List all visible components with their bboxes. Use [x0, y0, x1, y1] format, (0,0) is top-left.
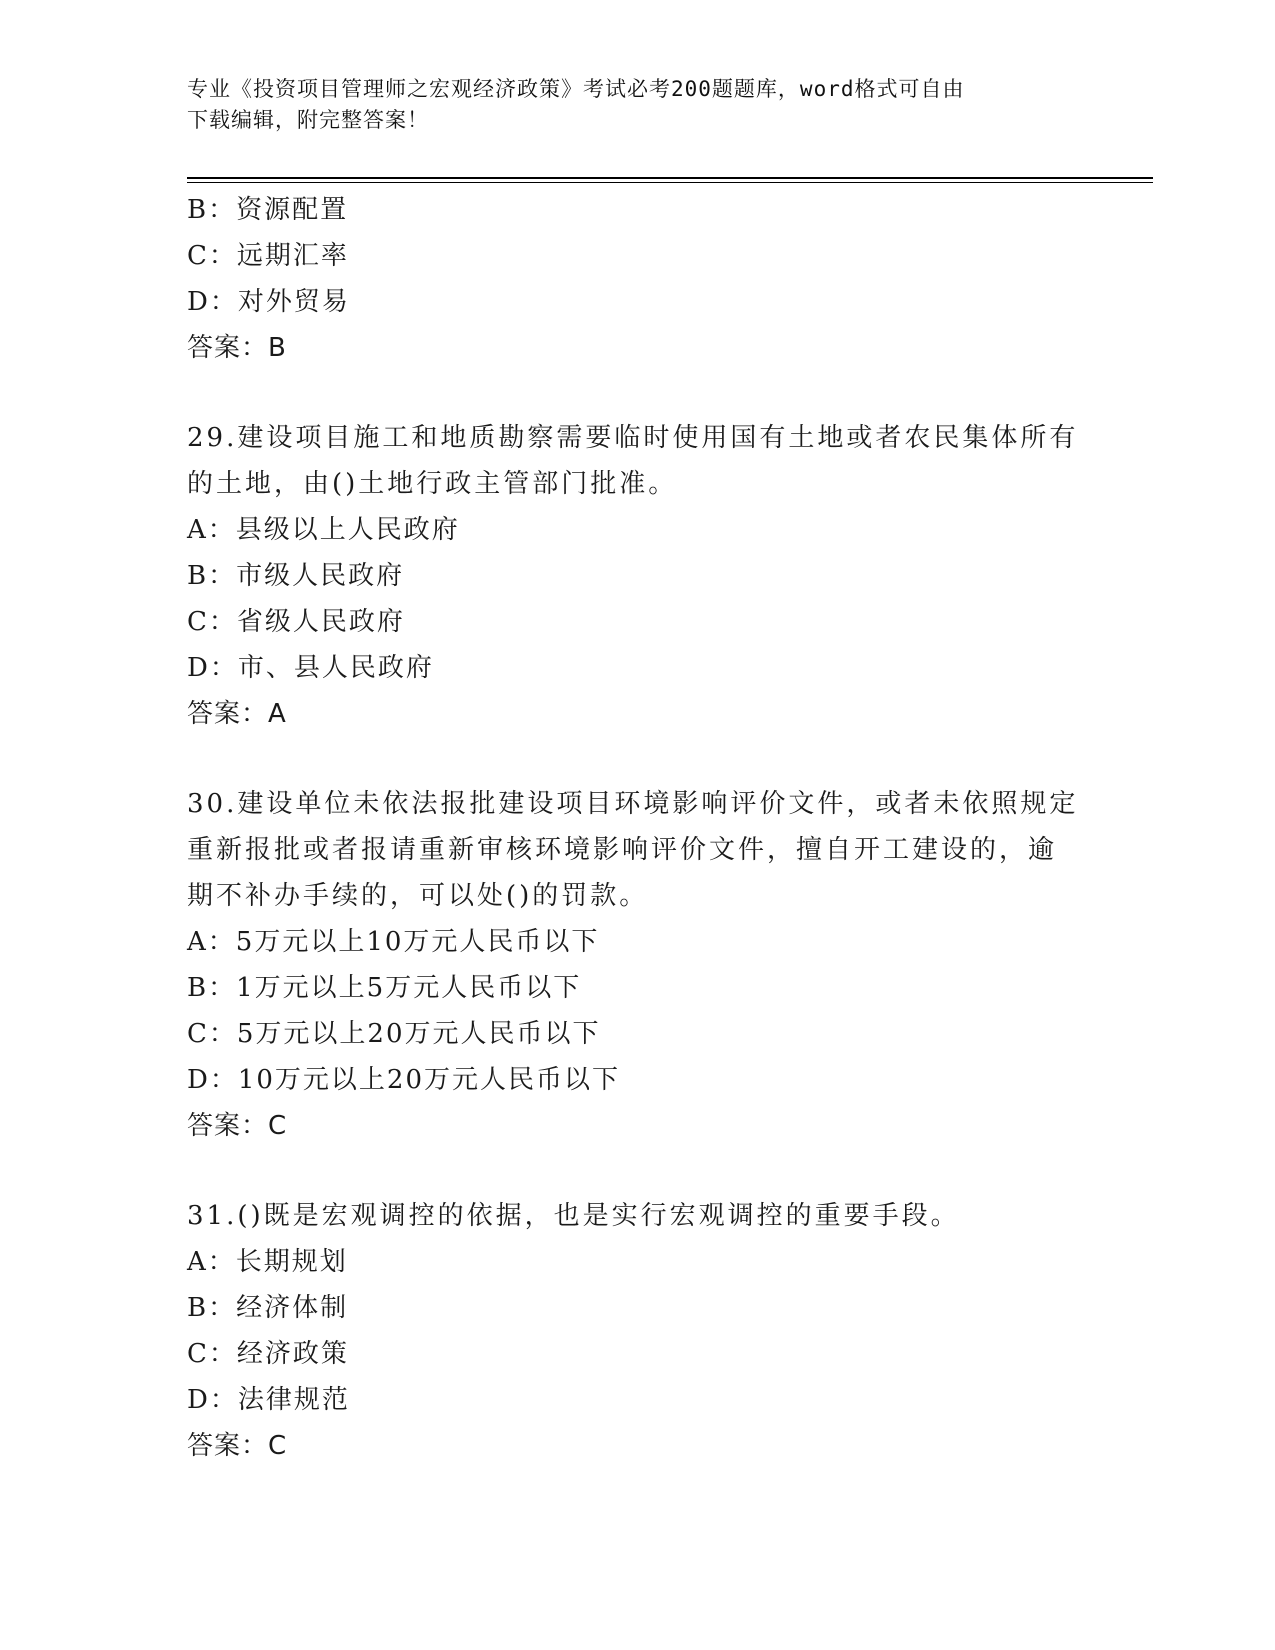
option-b: B：经济体制: [187, 1293, 349, 1323]
option-a: A：长期规划: [187, 1247, 348, 1277]
option-d: D：市、县人民政府: [187, 653, 434, 683]
question-29: [187, 415, 1087, 737]
question-block-partial: [187, 187, 1087, 371]
answer-line: 答案：A: [187, 699, 287, 729]
question-stem: 期不补办手续的，可以处()的罚款。: [187, 881, 649, 911]
option-a: A：5万元以上10万元人民币以下: [187, 927, 600, 957]
option-b: B：市级人民政府: [187, 561, 405, 591]
answer-line: 答案：C: [187, 1431, 288, 1461]
question-list: [187, 187, 1087, 1469]
option-d: D：对外贸易: [187, 287, 350, 317]
option-c: C：经济政策: [187, 1339, 349, 1369]
question-stem: 29.建设项目施工和地质勘察需要临时使用国有土地或者农民集体所有: [187, 423, 1079, 453]
option-c: C：远期汇率: [187, 241, 349, 271]
option-d: D：10万元以上20万元人民币以下: [187, 1065, 621, 1095]
header-divider-thin: [187, 182, 1153, 183]
document-header: [187, 74, 1067, 136]
question-31: [187, 1193, 1087, 1469]
question-stem: 30.建设单位未依法报批建设项目环境影响评价文件，或者未依照规定: [187, 789, 1079, 819]
question-stem: 重新报批或者报请重新审核环境影响评价文件，擅自开工建设的，逾: [187, 835, 1058, 865]
question-stem: 的土地，由()土地行政主管部门批准。: [187, 469, 678, 499]
option-d: D：法律规范: [187, 1385, 350, 1415]
option-b: B：1万元以上5万元人民币以下: [187, 973, 582, 1003]
option-c: C：5万元以上20万元人民币以下: [187, 1019, 601, 1049]
option-b: B：资源配置: [187, 195, 349, 225]
question-30: [187, 781, 1087, 1149]
option-a: A：县级以上人民政府: [187, 515, 460, 545]
header-line: 专业《投资项目管理师之宏观经济政策》考试必考200题题库，word格式可自由: [187, 77, 965, 101]
header-divider: [187, 177, 1153, 179]
answer-line: 答案：B: [187, 333, 287, 363]
question-stem: 31.()既是宏观调控的依据，也是实行宏观调控的重要手段。: [187, 1201, 960, 1231]
answer-line: 答案：C: [187, 1111, 288, 1141]
header-line: 下载编辑，附完整答案！: [187, 108, 429, 132]
option-c: C：省级人民政府: [187, 607, 405, 637]
